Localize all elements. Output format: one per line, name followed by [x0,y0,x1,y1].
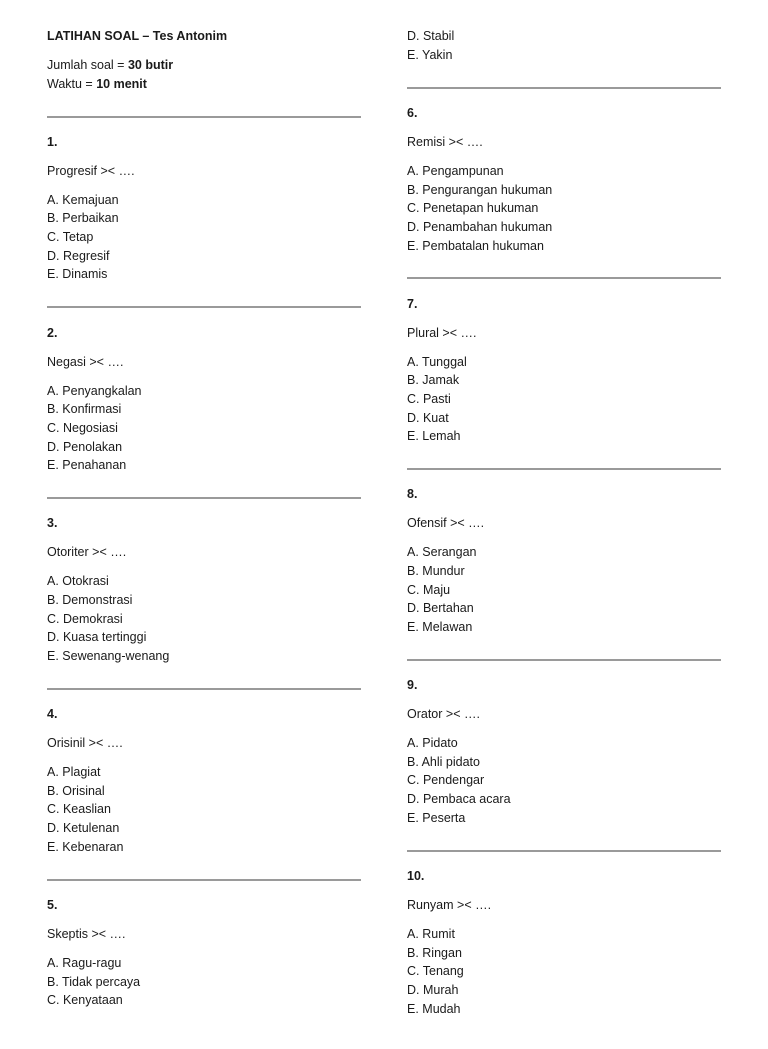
worksheet-title: LATIHAN SOAL – Tes Antonim [47,29,228,43]
option: C. Pasti [407,392,451,406]
divider [407,659,721,661]
time-limit-value: 10 menit [96,77,147,91]
option: E. Lemah [407,429,461,443]
question-number: 4. [47,707,58,721]
option: B. Jamak [407,373,460,387]
option: D. Murah [407,983,459,997]
option: B. Tidak percaya [47,975,141,989]
option: C. Negosiasi [47,421,118,435]
option: A. Penyangkalan [47,384,142,398]
option: B. Demonstrasi [47,593,133,607]
question-text: Runyam >< …. [407,898,492,912]
divider [407,277,721,279]
option: A. Pidato [407,736,458,750]
question-count-label: Jumlah soal = [47,58,128,72]
option: C. Kenyataan [47,993,123,1007]
option: B. Ringan [407,946,462,960]
question-count-value: 30 butir [127,58,174,72]
option: B. Pengurangan hukuman [407,183,553,197]
option: B. Konfirmasi [47,402,122,416]
option: C. Pendengar [407,773,485,787]
divider [407,87,721,89]
question-count [47,58,173,72]
option: A. Rumit [407,927,455,941]
divider [47,116,361,118]
option: D. Bertahan [407,601,474,615]
option: E. Pembatalan hukuman [407,239,544,253]
question-number: 6. [407,106,418,120]
question-number: 5. [47,898,58,912]
option: D. Penolakan [47,440,123,454]
option: D. Ketulenan [47,821,120,835]
option: D. Pembaca acara [407,792,511,806]
question-text: Otoriter >< …. [47,545,127,559]
divider [47,497,361,499]
option: E. Peserta [407,811,466,825]
time-limit [47,77,147,91]
option: C. Keaslian [47,802,111,816]
divider [407,468,721,470]
time-limit-label: Waktu = [47,77,97,91]
question-text: Progresif >< …. [47,164,135,178]
divider [407,850,721,852]
option: D. Regresif [47,249,110,263]
option: E. Sewenang-wenang [47,649,170,663]
question-number: 1. [47,135,58,149]
option: D. Stabil [407,29,455,43]
option: B. Mundur [407,564,465,578]
option: C. Tetap [47,230,94,244]
question-number: 10. [407,869,425,883]
option: B. Orisinal [47,784,105,798]
option: A. Pengampunan [407,164,504,178]
option: C. Penetapan hukuman [407,201,539,215]
option: A. Ragu-ragu [47,956,122,970]
question-number: 8. [407,487,418,501]
question-text: Negasi >< …. [47,355,124,369]
option: C. Tenang [407,964,464,978]
question-number: 7. [407,297,418,311]
option: C. Demokrasi [47,612,123,626]
option: A. Tunggal [407,355,467,369]
divider [47,688,361,690]
option: D. Kuat [407,411,449,425]
option: D. Kuasa tertinggi [47,630,147,644]
question-text: Plural >< …. [407,326,477,340]
question-text: Orisinil >< …. [47,736,123,750]
option: A. Kemajuan [47,193,119,207]
question-text: Skeptis >< …. [47,927,126,941]
question-number: 3. [47,516,58,530]
option: B. Perbaikan [47,211,119,225]
option: E. Kebenaran [47,840,124,854]
question-number: 2. [47,326,58,340]
option: A. Otokrasi [47,574,109,588]
option: B. Ahli pidato [407,755,480,769]
option: D. Penambahan hukuman [407,220,553,234]
option: A. Plagiat [47,765,101,779]
divider [47,306,361,308]
question-text: Orator >< …. [407,707,480,721]
option: E. Dinamis [47,267,108,281]
option: E. Yakin [407,48,453,62]
question-number: 9. [407,678,418,692]
question-text: Ofensif >< …. [407,516,485,530]
option: C. Maju [407,583,451,597]
divider [47,879,361,881]
option: E. Melawan [407,620,473,634]
option: A. Serangan [407,545,477,559]
option: E. Penahanan [47,458,127,472]
option: E. Mudah [407,1002,461,1016]
question-text: Remisi >< …. [407,135,483,149]
